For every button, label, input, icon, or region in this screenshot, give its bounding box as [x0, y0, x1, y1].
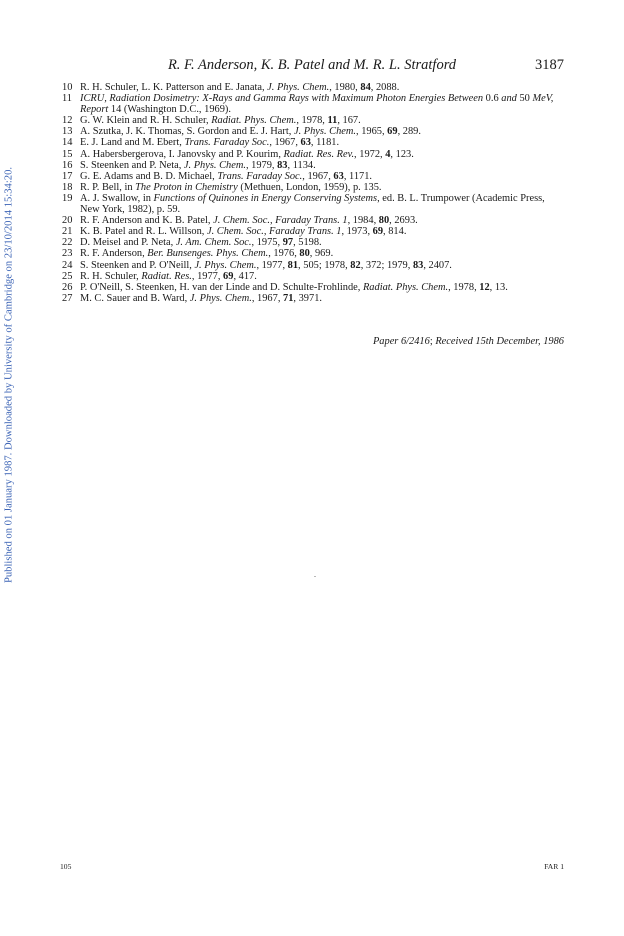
- reference-segment: , 505; 1978,: [298, 259, 351, 271]
- reference-segment: , 1973,: [341, 226, 373, 238]
- reference-segment: 12: [479, 281, 490, 293]
- reference-number: 22: [62, 237, 73, 249]
- reference-segment: 63: [300, 137, 311, 149]
- reference-segment: , 2407.: [423, 259, 452, 271]
- reference-segment: D. Meisel and P. Neta,: [80, 237, 176, 249]
- reference-segment: , 289.: [397, 126, 421, 138]
- reference-segment: 4: [385, 148, 391, 160]
- reference-item: [62, 271, 564, 282]
- reference-segment: J. Phys. Chem.: [194, 259, 257, 271]
- reference-segment: , 1977,: [256, 259, 288, 271]
- reference-segment: , 1967,: [269, 137, 301, 149]
- reference-number: 11: [62, 93, 73, 105]
- reference-number: 13: [62, 126, 73, 138]
- reference-segment: , 372; 1979,: [360, 259, 413, 271]
- reference-number: 25: [62, 270, 73, 282]
- reference-text: [80, 271, 564, 282]
- reference-segment: , 814.: [383, 226, 407, 238]
- reference-segment: MeV, Report: [80, 93, 554, 116]
- download-watermark: [0, 155, 18, 595]
- reference-segment: 69: [372, 226, 384, 238]
- reference-segment: R. H. Schuler, L. K. Patterson and E. Janata,: [80, 82, 268, 93]
- reference-text: [80, 82, 564, 93]
- reference-segment: , 1181.: [310, 137, 340, 149]
- reference-item: [62, 248, 564, 259]
- running-header: [60, 56, 564, 74]
- reference-segment: , 2693.: [389, 215, 418, 227]
- reference-number: 16: [62, 159, 73, 171]
- reference-text: [80, 193, 564, 215]
- reference-segment: 82: [350, 259, 361, 271]
- reference-segment: R. H. Schuler,: [80, 270, 142, 282]
- reference-number: 26: [62, 281, 73, 293]
- receipt-separator: ;: [429, 336, 436, 347]
- reference-segment: , 1972,: [354, 148, 386, 160]
- reference-text: [80, 137, 564, 148]
- reference-item: [62, 160, 564, 171]
- reference-number: 23: [62, 248, 73, 260]
- reference-segment: , 13.: [489, 281, 508, 293]
- reference-segment: R. F. Anderson and K. B. Patel,: [80, 215, 214, 227]
- reference-segment: S. Steenken and P. O'Neill,: [80, 259, 195, 271]
- reference-segment: 80: [378, 215, 390, 227]
- reference-text: [80, 237, 564, 248]
- reference-number: 27: [62, 292, 73, 304]
- reference-item: [62, 149, 564, 160]
- reference-text: [80, 226, 564, 237]
- reference-segment: , 2088.: [370, 82, 400, 93]
- reference-number: 24: [62, 259, 73, 271]
- reference-number: 17: [62, 170, 73, 182]
- reference-item: [62, 182, 564, 193]
- reference-item: [62, 215, 564, 226]
- reference-segment: 83: [277, 159, 288, 171]
- reference-segment: ICRU, Radiation Dosimetry: X-Rays and Gamma Rays with Maximum Photon Energies Between: [80, 93, 484, 105]
- reference-segment: , 1979,: [245, 159, 278, 171]
- reference-segment: Ber. Bunsenges. Phys. Chem.: [147, 248, 269, 260]
- reference-text: [80, 282, 564, 293]
- reference-segment: (Methuen, London, 1959), p. 135.: [237, 181, 382, 193]
- reference-item: [62, 237, 564, 248]
- reference-segment: , 3971.: [293, 292, 322, 304]
- reference-text: [80, 160, 564, 171]
- page-number: 3187: [535, 57, 564, 73]
- receipt-line: [373, 336, 564, 348]
- reference-item: [62, 260, 564, 271]
- reference-segment: , 1976,: [268, 248, 300, 260]
- reference-item: [62, 115, 564, 126]
- reference-segment: P. O'Neill, S. Steenken, H. van der Linde and D. Schulte-Frohlinde,: [80, 281, 363, 293]
- reference-segment: , 1134.: [287, 159, 316, 171]
- reference-item: [62, 82, 564, 93]
- reference-segment: J. Chem. Soc., Faraday Trans. 1: [213, 215, 348, 227]
- reference-segment: J. Phys. Chem.: [183, 159, 246, 171]
- reference-segment: 63: [333, 170, 344, 182]
- reference-segment: Radiat. Phys. Chem.: [362, 281, 449, 293]
- reference-list: [62, 82, 564, 304]
- reference-segment: , 417.: [233, 270, 257, 282]
- reference-segment: 0.6: [483, 93, 502, 105]
- reference-segment: 84: [360, 82, 371, 93]
- reference-segment: Functions of Quinones in Energy Conserving Systems: [153, 192, 378, 204]
- paper-number: Paper 6/2416: [372, 336, 430, 347]
- reference-item: [62, 137, 564, 148]
- reference-text: [80, 260, 564, 271]
- reference-text: [80, 126, 564, 137]
- reference-item: [62, 293, 564, 304]
- reference-segment: R. P. Bell, in: [80, 181, 136, 193]
- reference-segment: Radiat. Res.: [141, 270, 192, 282]
- reference-segment: , 1980,: [329, 82, 361, 93]
- reference-item: [62, 126, 564, 137]
- received-date: Received 15th December, 1986: [435, 336, 564, 347]
- reference-text: [80, 171, 564, 182]
- reference-segment: Radiat. Res. Rev.: [283, 148, 355, 160]
- reference-segment: K. B. Patel and R. L. Willson,: [80, 226, 207, 238]
- reference-text: [80, 149, 564, 160]
- reference-segment: S. Steenken and P. Neta,: [80, 159, 184, 171]
- reference-item: [62, 93, 564, 115]
- reference-segment: , 5198.: [293, 237, 322, 249]
- reference-segment: The Proton in Chemistry: [135, 181, 238, 193]
- reference-segment: 11: [327, 115, 338, 127]
- reference-number: 10: [62, 82, 73, 93]
- reference-segment: 83: [412, 259, 424, 271]
- reference-segment: A. J. Swallow, in: [80, 192, 154, 204]
- reference-segment: G. E. Adams and B. D. Michael,: [80, 170, 218, 182]
- reference-segment: A. Habersbergerova, I. Janovsky and P. Kourim,: [80, 148, 284, 160]
- reference-item: [62, 282, 564, 293]
- reference-segment: J. Phys. Chem.: [267, 82, 330, 93]
- reference-segment: J. Phys. Chem.: [293, 126, 356, 138]
- reference-segment: G. W. Klein and R. H. Schuler,: [80, 115, 212, 127]
- reference-segment: Trans. Faraday Soc.: [217, 170, 303, 182]
- reference-segment: 71: [283, 292, 294, 304]
- reference-text: [80, 248, 564, 259]
- reference-number: 14: [62, 137, 73, 149]
- reference-segment: 81: [287, 259, 299, 271]
- reference-segment: and: [501, 93, 517, 105]
- reference-text: [80, 115, 564, 126]
- reference-segment: J. Phys. Chem.: [189, 292, 252, 304]
- reference-item: [62, 226, 564, 237]
- reference-segment: , ed. B. L. Trumpower (Academic Press, New York, 1982), p. 59.: [80, 192, 545, 216]
- reference-segment: 50: [516, 93, 533, 105]
- reference-number: 20: [62, 215, 73, 227]
- reference-segment: , 167.: [337, 115, 361, 127]
- running-header-authors: R. F. Anderson, K. B. Patel and M. R. L. Stratford: [167, 57, 457, 73]
- reference-item: [62, 193, 564, 215]
- reference-segment: , 1978,: [296, 115, 328, 127]
- reference-segment: , 123.: [390, 148, 414, 160]
- reference-segment: , 1975,: [251, 237, 283, 249]
- reference-text: [80, 93, 564, 115]
- reference-segment: , 1967,: [251, 292, 284, 304]
- reference-segment: M. C. Sauer and B. Ward,: [80, 292, 190, 304]
- reference-segment: R. F. Anderson,: [80, 248, 148, 260]
- reference-segment: , 1978,: [448, 281, 480, 293]
- reference-segment: A. Szutka, J. K. Thomas, S. Gordon and E. J. Hart,: [80, 126, 294, 138]
- reference-segment: J. Chem. Soc., Faraday Trans. 1: [206, 226, 342, 238]
- reference-segment: E. J. Land and M. Ebert,: [80, 137, 185, 149]
- reference-segment: 80: [299, 248, 310, 260]
- reference-segment: Radiat. Phys. Chem.: [211, 115, 297, 127]
- reference-number: 21: [62, 226, 73, 238]
- reference-segment: , 1171.: [343, 170, 373, 182]
- reference-segment: 14 (Washington D.C., 1969).: [108, 104, 231, 116]
- reference-number: 12: [62, 115, 73, 127]
- reference-segment: J. Am. Chem. Soc.: [175, 237, 252, 249]
- reference-segment: , 1967,: [302, 170, 334, 182]
- reference-text: [80, 182, 564, 193]
- reference-segment: , 969.: [309, 248, 334, 260]
- reference-number: 15: [62, 148, 73, 160]
- reference-segment: , 1984,: [347, 215, 379, 227]
- download-watermark-text: Published on 01 January 1987. Downloaded by University of Cambridge on 23/10/2014 15:34:20.: [3, 166, 15, 584]
- reference-segment: 97: [282, 237, 294, 249]
- reference-segment: Trans. Faraday Soc.: [184, 137, 270, 149]
- reference-item: [62, 171, 564, 182]
- reference-segment: 69: [387, 126, 398, 138]
- footer-left: 105: [60, 862, 72, 871]
- reference-text: [80, 215, 564, 226]
- footer-right: FAR 1: [544, 862, 564, 871]
- reference-text: [80, 293, 564, 304]
- reference-segment: , 1965,: [356, 126, 388, 138]
- reference-number: 19: [62, 192, 73, 204]
- reference-segment: , 1977,: [191, 270, 224, 282]
- reference-segment: 69: [223, 270, 234, 282]
- reference-number: 18: [62, 181, 73, 193]
- stray-mark: [314, 576, 316, 577]
